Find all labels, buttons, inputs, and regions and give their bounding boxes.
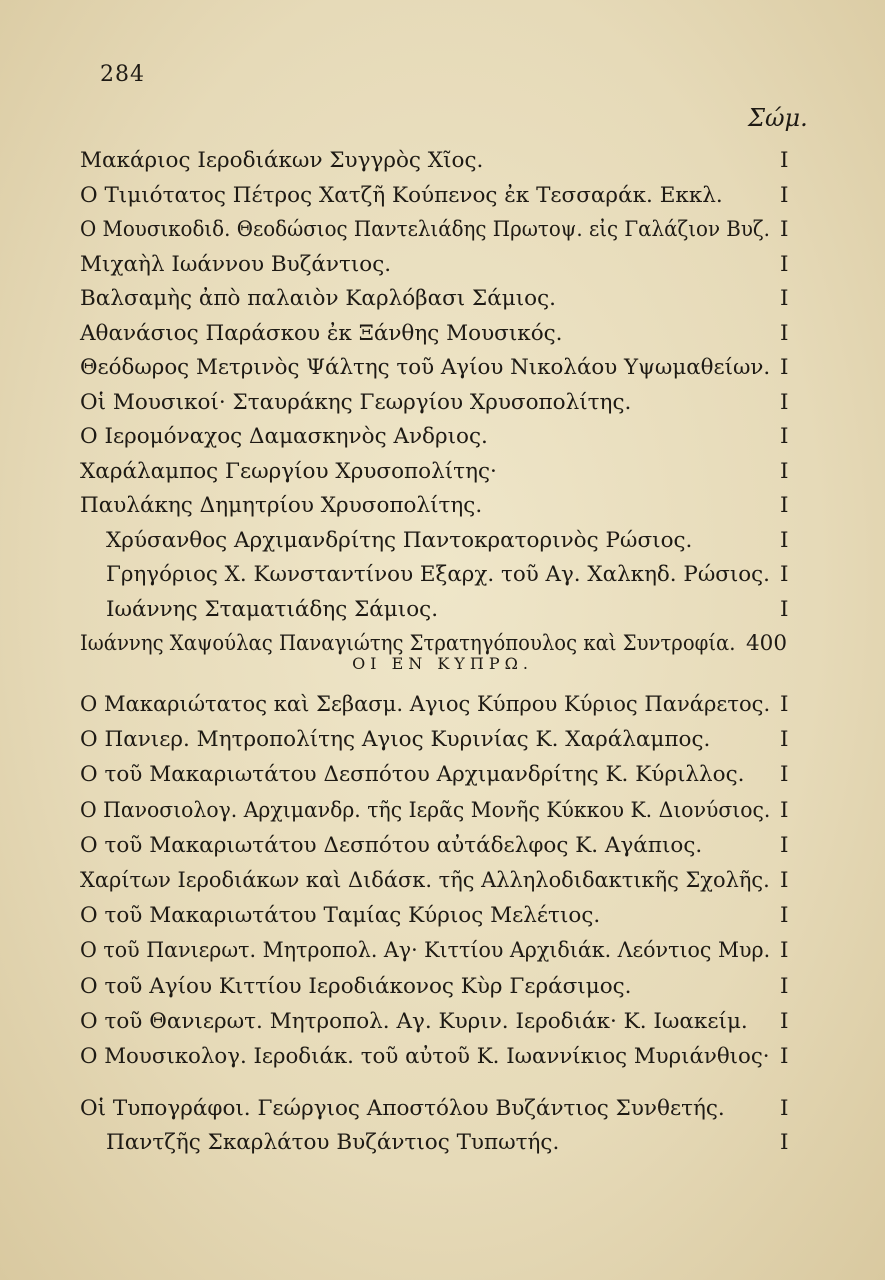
list-item: [80, 455, 800, 489]
entry-quantity: I: [780, 148, 789, 173]
entry-text: Ο Τιμιότατος Πέτρος Χατζῆ Κούπενος ἐκ Τεσσαράκ. Εκκλ.: [80, 182, 723, 208]
entry-text: Ο Πανιερ. Μητροπολίτης Αγιος Κυρινίας Κ. Χαράλαμπος.: [80, 727, 711, 753]
entry-text: Παντζῆς Σκαρλάτου Βυζάντιος Τυπωτής.: [106, 1130, 560, 1155]
list-item: [80, 420, 800, 454]
entry-text: Μακάριος Ιεροδιάκων Συγγρὸς Χῖος.: [80, 148, 484, 173]
section-heading: ΟΙ ΕΝ ΚΥΠΡΩ.: [352, 654, 533, 673]
list-item: [80, 934, 800, 968]
entry-text: Μιχαὴλ Ιωάννου Βυζάντιος.: [80, 251, 392, 277]
entry-quantity: I: [780, 458, 789, 484]
entry-text: Ιωάννης Χαψούλας Παναγιώτης Στρατηγόπουλος καὶ Συντροφία.: [80, 631, 736, 656]
entry-text: Ο τοῦ Αγίου Κιττίου Ιεροδιάκονος Κὺρ Γεράσιμος.: [80, 973, 632, 999]
entry-text: Παυλάκης Δημητρίου Χρυσοπολίτης.: [80, 493, 483, 518]
entry-quantity: I: [780, 903, 789, 929]
entry-quantity: I: [780, 973, 789, 999]
list-item: [80, 1005, 800, 1039]
entry-text: Γρηγόριος Χ. Κωνσταντίνου Εξαρχ. τοῦ Αγ. Χαλκηδ. Ρώσιος.: [106, 562, 770, 587]
entry-text: Ο τοῦ Μακαριωτάτου Δεσπότου Αρχιμανδρίτης Κ. Κύριλλος.: [80, 762, 745, 788]
entry-text: Ο τοῦ Θανιερωτ. Μητροπολ. Αγ. Κυριν. Ιεροδιάκ· Κ. Ιωακείμ.: [80, 1008, 748, 1034]
entry-quantity: I: [780, 797, 789, 823]
entry-text: Θεόδωρος Μετρινὸς Ψάλτης τοῦ Αγίου Νικολάου Υψωμαθείων.: [80, 355, 771, 380]
entry-quantity: I: [780, 762, 789, 788]
entry-text: Χαρίτων Ιεροδιάκων καὶ Διδάσκ. τῆς Αλληλοδιδακτικῆς Σχολῆς.: [80, 868, 770, 893]
entry-text: Ο τοῦ Πανιερωτ. Μητροπολ. Αγ· Κιττίου Αρχιδιάκ. Λεόντιος Μυρ.: [80, 938, 771, 964]
entry-text: Χαράλαμπος Γεωργίου Χρυσοπολίτης·: [80, 458, 497, 484]
entry-text: Ο Μακαριώτατος καὶ Σεβασμ. Αγιος Κύπρου Κύριος Πανάρετος.: [80, 692, 771, 717]
entry-text: Ο τοῦ Μακαριωτάτου Ταμίας Κύριος Μελέτιος.: [80, 903, 601, 929]
list-item: [80, 1040, 800, 1074]
list-item: [80, 179, 800, 213]
entry-quantity: I: [780, 251, 789, 277]
entry-text: Αθανάσιος Παράσκου ἐκ Ξάνθης Μουσικός.: [80, 320, 563, 346]
list-item: [80, 1092, 800, 1126]
entry-quantity: I: [780, 562, 789, 587]
list-item: [80, 829, 800, 863]
entry-quantity: I: [780, 355, 789, 380]
entry-quantity: I: [780, 1130, 789, 1155]
list-item: [80, 970, 800, 1004]
list-item: [106, 1126, 800, 1160]
list-item: [106, 524, 800, 558]
list-item: [80, 688, 800, 722]
entry-quantity: I: [780, 692, 789, 717]
entry-quantity: I: [780, 1008, 789, 1034]
entry-text: Ο Μουσικολογ. Ιεροδιάκ. τοῦ αὐτοῦ Κ. Ιωαννίκιος Μυριάνθιος·: [80, 1044, 770, 1069]
list-item: [106, 593, 800, 627]
entry-text: Ο τοῦ Μακαριωτάτου Δεσπότου αὐτάδελφος Κ. Αγάπιος.: [80, 832, 703, 858]
page-number: 284: [100, 62, 145, 87]
list-item: [80, 758, 800, 792]
entry-quantity: 400: [746, 631, 788, 656]
entry-quantity: I: [780, 1096, 789, 1121]
list-item: [80, 794, 800, 828]
entry-quantity: I: [780, 493, 789, 518]
list-item: [80, 489, 800, 523]
entry-quantity: I: [780, 217, 789, 242]
entry-text: Βαλσαμὴς ἀπὸ παλαιὸν Καρλόβασι Σάμιος.: [80, 286, 556, 311]
entry-quantity: I: [780, 320, 789, 346]
list-item: [106, 558, 800, 592]
entry-quantity: I: [780, 389, 789, 415]
entry-quantity: I: [780, 182, 789, 208]
entry-quantity: I: [780, 286, 789, 311]
list-item: [80, 723, 800, 757]
entry-text: Ιωάννης Σταματιάδης Σάμιος.: [106, 596, 439, 622]
entry-text: Οἱ Μουσικοί· Σταυράκης Γεωργίου Χρυσοπολίτης.: [80, 389, 632, 415]
entry-quantity: I: [780, 1044, 789, 1069]
entry-text: Ο Μουσικοδιδ. Θεοδώσιος Παντελιάδης Πρωτοψ. εἰς Γαλάζιον Βυζ.: [80, 217, 770, 242]
list-item: [80, 317, 800, 351]
list-item: [80, 213, 800, 247]
list-item: [80, 864, 800, 898]
entry-quantity: I: [780, 938, 789, 964]
entry-text: Ο Πανοσιολογ. Αρχιμανδρ. τῆς Ιερᾶς Μονῆς Κύκκου Κ. Διονύσιος.: [80, 797, 771, 823]
list-item: [80, 386, 800, 420]
entry-quantity: I: [780, 727, 789, 753]
list-item: [80, 282, 800, 316]
entry-quantity: I: [780, 868, 789, 893]
entry-quantity: I: [780, 596, 789, 622]
list-item: [80, 899, 800, 933]
list-item: [80, 144, 800, 178]
entry-quantity: I: [780, 424, 789, 449]
entry-text: Χρύσανθος Αρχιμανδρίτης Παντοκρατορινὸς Ρώσιος.: [106, 527, 693, 553]
entry-text: Οἱ Τυπογράφοι. Γεώργιος Αποστόλου Βυζάντιος Συνθετής.: [80, 1096, 725, 1121]
list-item: [80, 351, 800, 385]
entry-quantity: I: [780, 527, 789, 553]
list-item: [80, 248, 800, 282]
entry-text: Ο Ιερομόναχος Δαμασκηνὸς Ανδριος.: [80, 424, 488, 449]
entry-quantity: I: [780, 832, 789, 858]
column-header: Σώμ.: [748, 104, 808, 132]
